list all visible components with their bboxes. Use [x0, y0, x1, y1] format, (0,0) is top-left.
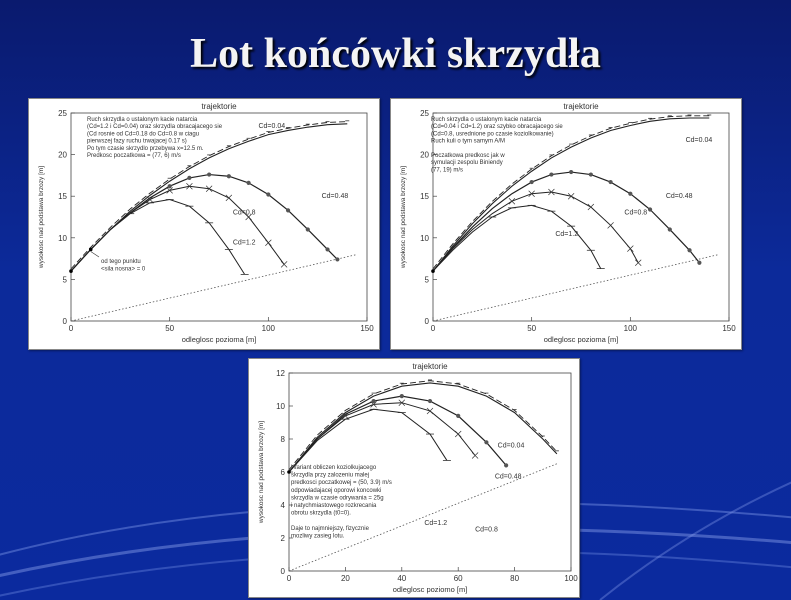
x-axis-label: odleglosc pozioma [m] — [181, 335, 257, 344]
series-point — [569, 170, 573, 174]
annotation-line: odpowiadajacej oporowi koncowki — [291, 487, 382, 494]
annotation-line: (Cd=0.8, usrednione po czasie koziolkowanie) — [431, 131, 554, 138]
x-tick-label: 0 — [430, 324, 436, 333]
chart-title: trajektorie — [412, 362, 448, 371]
annotation-line: Wariant obliczen koziolkujacego — [291, 465, 377, 471]
annotation-line: i natychmiastowego rozkrecania — [291, 503, 377, 509]
annotation-line: (Cd=0.04 i Cd=1.2) oraz szybko obracajacego sie — [431, 124, 563, 131]
x-tick-label: 150 — [360, 324, 374, 333]
series-point — [635, 260, 641, 266]
series-label: Cd=0.48 — [494, 473, 522, 481]
annotation-line: Poczatkowa predkosc jak w — [431, 153, 505, 159]
series-line-Cd-0-48 — [71, 175, 337, 272]
series-point — [427, 408, 433, 414]
series-point — [609, 180, 613, 184]
series-point — [687, 248, 691, 252]
x-tick-label: 0 — [286, 574, 292, 583]
y-tick-label: 25 — [58, 109, 67, 118]
y-tick-label: 10 — [420, 233, 429, 243]
series-line-cd-0-04-upper — [289, 381, 557, 470]
series-point — [549, 172, 553, 176]
marker-note-pointer — [91, 251, 99, 257]
x-tick-label: 50 — [527, 324, 537, 333]
y-tick-label: 20 — [420, 150, 429, 160]
x-tick-label: 60 — [453, 574, 463, 583]
series-point — [226, 195, 232, 201]
series-point — [168, 184, 172, 188]
y-axis-label: wysokosc nad podstawa brzozy [m] — [400, 165, 407, 269]
series-line-Cd-0-04 — [289, 383, 557, 472]
annotation-line: Ruch skrzydla o ustalonym kacie natarcia — [431, 117, 542, 123]
annotation-line: (77, 19) m/s — [431, 167, 464, 174]
annotation-line: skrzydla w czasie odrywania = 25g — [291, 495, 384, 502]
series-point — [187, 176, 191, 180]
series-label: Cd=1.2 — [232, 239, 256, 247]
series-point — [456, 414, 460, 418]
x-axis-label: odleglosc poziomo [m] — [392, 585, 468, 594]
y-tick-label: 2 — [280, 534, 285, 543]
ground-line — [433, 254, 719, 321]
series-point — [608, 222, 614, 228]
series-point — [504, 463, 508, 467]
series-point — [227, 174, 231, 178]
launch-point — [431, 269, 435, 273]
marker-note-line: <sila nosna> = 0 — [101, 266, 146, 273]
y-tick-label: 4 — [280, 501, 285, 510]
series-label: Cd=1.2 — [555, 231, 579, 239]
annotation-line: mozliwy zasieg lotu. — [291, 533, 345, 540]
series-point — [400, 394, 404, 398]
y-tick-label: 25 — [420, 109, 429, 118]
y-axis-label: wysokosc nad podstawa brzozy [m] — [38, 165, 45, 269]
chart-3 — [249, 359, 579, 597]
series-label: Cd=0.8 — [232, 209, 256, 217]
series-point — [627, 246, 633, 252]
annotation-line: obrotu skrzydla (t0=0). — [291, 510, 351, 517]
series-point — [266, 192, 270, 196]
y-tick-label: 5 — [424, 275, 429, 285]
y-tick-label: 12 — [276, 369, 285, 378]
x-tick-label: 50 — [165, 324, 175, 333]
y-tick-label: 20 — [58, 150, 67, 160]
series-point — [588, 204, 594, 210]
annotation-line: Ruch kuli o tym samym A/M — [431, 138, 506, 145]
lift-zero-point — [89, 248, 93, 252]
series-point — [247, 181, 251, 185]
x-tick-label: 40 — [397, 574, 407, 583]
series-point — [648, 207, 652, 211]
x-tick-label: 80 — [510, 574, 520, 583]
series-label: Cd=0.04 — [685, 137, 713, 145]
y-tick-label: 10 — [276, 402, 285, 411]
series-point — [697, 261, 701, 265]
series-point — [484, 440, 488, 444]
series-point — [455, 431, 461, 437]
y-axis-label: wysokosc nad podstawa brzozy [m] — [258, 420, 265, 524]
series-point — [530, 180, 534, 184]
series-point — [281, 261, 287, 267]
x-tick-label: 100 — [261, 324, 276, 333]
series-point — [335, 257, 339, 261]
series-point — [472, 453, 478, 459]
y-tick-label: 15 — [420, 192, 429, 202]
launch-point — [69, 269, 73, 273]
chart-panel-1 — [28, 98, 380, 350]
chart-panel-3 — [248, 358, 580, 598]
annotation-line: Ruch skrzydla o ustalonym kacie natarcia — [87, 117, 198, 123]
chart-title: trajektorie — [201, 102, 237, 111]
chart-1 — [29, 99, 379, 349]
chart-title: trajektorie — [563, 102, 599, 111]
chart-2 — [391, 99, 741, 349]
series-label: Cd=0.04 — [258, 122, 286, 130]
y-tick-label: 0 — [62, 317, 67, 326]
x-axis-label: odleglosc pozioma [m] — [543, 335, 619, 344]
annotation-line: pierwszej fazy ruchu trwajacej 0.17 s) — [87, 138, 187, 145]
y-tick-label: 0 — [424, 317, 429, 326]
y-tick-label: 15 — [58, 192, 67, 202]
series-label: Cd=0.48 — [321, 192, 349, 200]
series-point — [265, 240, 271, 246]
series-label: Cd=0.04 — [497, 442, 525, 450]
series-point — [428, 399, 432, 403]
series-point — [628, 192, 632, 196]
annotation-line: Daje to najmniejszy, fizycznie — [291, 525, 369, 532]
y-tick-label: 5 — [62, 275, 67, 285]
y-tick-label: 8 — [280, 435, 285, 444]
series-point — [306, 227, 310, 231]
annotation-line: predkosci poczatkowej = (50, 3.9) m/s — [291, 480, 392, 487]
series-point — [325, 247, 329, 251]
series-line-Cd-0-48 — [433, 172, 699, 271]
marker-note-line: od tego punktu — [101, 259, 141, 265]
x-tick-label: 100 — [564, 574, 578, 583]
y-tick-label: 0 — [280, 567, 285, 576]
chart-panel-2 — [390, 98, 742, 350]
series-point — [509, 198, 515, 204]
annotation-line: (Cd=1.2 i Cd=0.04) oraz skrzydla obracajacego sie — [87, 124, 223, 131]
series-line-Cd-1-2 — [71, 200, 245, 275]
series-point — [286, 208, 290, 212]
annotation-line: Predkosc poczatkowa = (77, 6) m/s — [87, 153, 181, 159]
series-label: Cd=0.48 — [665, 192, 693, 200]
y-tick-label: 10 — [58, 233, 67, 243]
x-tick-label: 150 — [722, 324, 736, 333]
x-tick-label: 20 — [340, 574, 350, 583]
y-tick-label: 6 — [280, 468, 285, 477]
series-point — [207, 172, 211, 176]
series-label: Cd=0.8 — [475, 526, 498, 534]
x-tick-label: 0 — [68, 324, 74, 333]
series-label: Cd=0.8 — [624, 209, 648, 217]
series-label: Cd=1.2 — [424, 519, 448, 527]
x-tick-label: 100 — [623, 324, 638, 333]
slide-title: Lot końcówki skrzydła — [190, 31, 601, 77]
annotation-line: Po tym czasie skrzydlo przebywa x=12.5 m. — [87, 145, 204, 152]
annotation-line: symulacji zespolu Biniendy — [431, 160, 503, 167]
annotation-line: (Cd rosnie od Cd=0.18 do Cd=0.8 w ciagu — [87, 131, 200, 138]
annotation-line: skrzydla przy zalozeniu malej — [291, 472, 370, 479]
series-point — [668, 227, 672, 231]
series-point — [589, 172, 593, 176]
